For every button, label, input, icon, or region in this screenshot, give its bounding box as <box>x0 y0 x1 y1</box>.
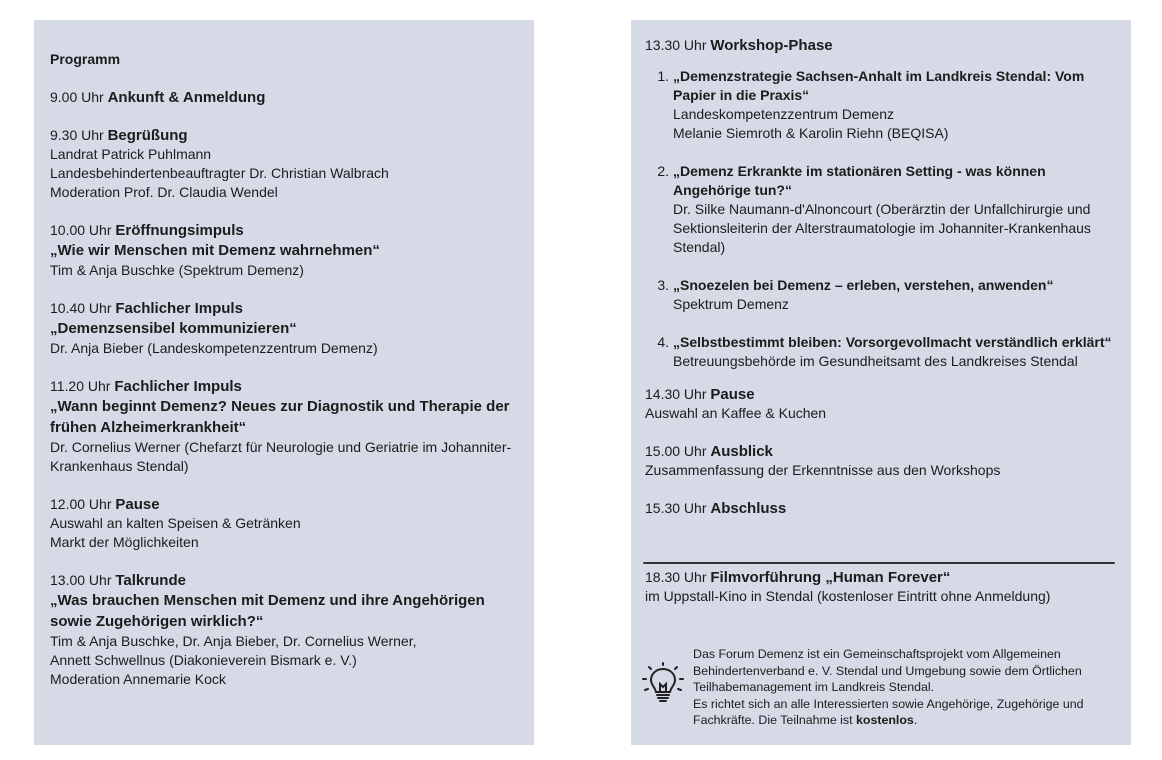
schedule-item: 9.30 Uhr Begrüßung Landrat Patrick Puhlmann Landesbehindertenbeauftragter Dr. Christian Walbrach Moderation Prof. Dr. Claudia Wendel <box>50 127 389 200</box>
schedule-item: 11.20 Uhr Fachlicher Impuls „Wann beginnt Demenz? Neues zur Diagnostik und Therapie der frühen Alzheimerkrankheit“ Dr. Cornelius Werner (Chefarzt für Neurologie und Geriatrie im Johanniter-Krankenhaus Stendal) <box>50 378 512 474</box>
program-right-panel <box>631 20 1131 745</box>
schedule-item: 9.00 Uhr Ankunft & Anmeldung <box>50 89 266 106</box>
workshop-block: 13.30 Uhr Workshop-Phase <box>645 37 833 54</box>
workshop-item: 4. „Selbstbestimmt bleiben: Vorsorgevollmacht verständlich erklärt“ Betreuungsbehörde im Gesundheitsamt des Landkreises Stendal <box>657 334 1112 369</box>
section-divider <box>643 562 1115 564</box>
schedule-item: 12.00 Uhr Pause Auswahl an kalten Speisen & Getränken Markt der Möglichkeiten <box>50 496 301 550</box>
workshop-item: 2. „Demenz Erkrankte im stationären Setting - was können Angehörige tun?“ Dr. Silke Naumann-d'Alnoncourt (Oberärztin der Unfallchirurgie und Sektionsleiterin der Alterstraumatologie im Johanniter-Krankenhaus Stendal) <box>657 163 1091 255</box>
info-note: Das Forum Demenz ist ein Gemeinschaftsprojekt vom Allgemeinen Behindertenverband e. V. Stendal und Umgebung sowie dem Örtlichen Teilhabemanagement im Landkreis Stendal. Es richtet sich an alle Interessierten sowie Angehörige, Zugehörige und Fachkräfte. Die Teilnahme ist kostenlos. <box>641 646 1121 729</box>
schedule-item: 15.00 Uhr Ausblick Zusammenfassung der Erkenntnisse aus den Workshops <box>645 443 1001 478</box>
schedule-item: 10.00 Uhr Eröffnungsimpuls „Wie wir Menschen mit Demenz wahrnehmen“ Tim & Anja Buschke (Spektrum Demenz) <box>50 222 380 278</box>
schedule-item: 10.40 Uhr Fachlicher Impuls „Demenzsensibel kommunizieren“ Dr. Anja Bieber (Landeskompetenzzentrum Demenz) <box>50 300 378 356</box>
schedule-item: 14.30 Uhr Pause Auswahl an Kaffee & Kuchen <box>645 386 827 421</box>
lightbulb-icon <box>641 662 685 706</box>
schedule-item: 15.30 Uhr Abschluss <box>645 500 787 517</box>
program-heading: Programm <box>50 51 121 67</box>
schedule-item: 13.00 Uhr Talkrunde „Was brauchen Menschen mit Demenz und ihre Angehörigen sowie Zugehörigen wirklich?“ Tim & Anja Buschke, Dr. Anja Bieber, Dr. Cornelius Werner, Annett Schwellnus (Diakonieverein Bismark e. V.) Moderation Annemarie Kock <box>50 572 485 687</box>
program-left-panel <box>34 20 534 745</box>
workshop-item: 3. „Snoezelen bei Demenz – erleben, verstehen, anwenden“ Spektrum Demenz <box>657 277 1054 312</box>
workshop-item: 1. „Demenzstrategie Sachsen-Anhalt im Landkreis Stendal: Vom Papier in die Praxis“ Landeskompetenzzentrum Demenz Melanie Siemroth & Karolin Riehn (BEQISA) <box>657 68 1085 141</box>
film-screening: 18.30 Uhr Filmvorführung „Human Forever“ im Uppstall-Kino in Stendal (kostenloser Eintritt ohne Anmeldung) <box>645 569 1051 604</box>
